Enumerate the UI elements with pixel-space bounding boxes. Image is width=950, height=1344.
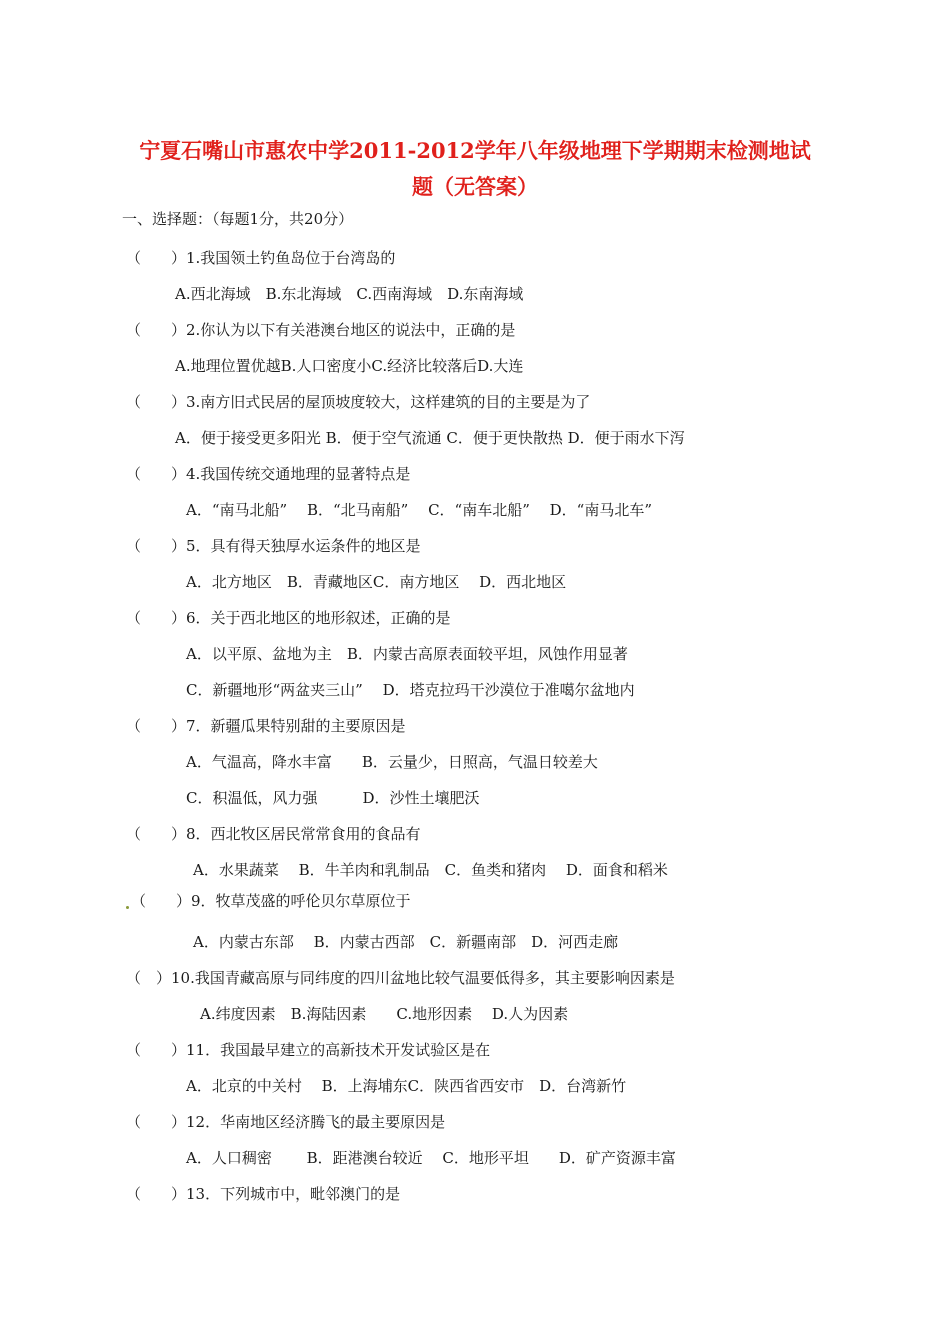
page-title-line1: 宁夏石嘴山市惠农中学2011-2012学年八年级地理下学期期末检测地试 <box>139 138 811 163</box>
question-stem: （ ）9．牧草茂盛的呼伦贝尔草原位于 <box>131 892 411 910</box>
question-stem: （ ）1.我国领土钓鱼岛位于台湾岛的 <box>126 249 396 267</box>
question-stem: （ ）8．西北牧区居民常常食用的食品有 <box>126 825 421 843</box>
question-options: A．水果蔬菜 B．牛羊肉和乳制品 C．鱼类和猪肉 D．面食和稻米 <box>193 861 668 879</box>
question-options: A．北方地区 B．青藏地区C．南方地区 D．西北地区 <box>186 573 567 591</box>
question-stem: （ ）6．关于西北地区的地形叙述，正确的是 <box>126 609 451 627</box>
question-stem: （ ）2.你认为以下有关港澳台地区的说法中，正确的是 <box>126 321 516 339</box>
question-options: A.西北海域 B.东北海域 C.西南海域 D.东南海域 <box>175 285 524 303</box>
question-stem: （ ）12．华南地区经济腾飞的最主要原因是 <box>126 1113 446 1131</box>
question-stem: （ ）4.我国传统交通地理的显著特点是 <box>126 465 411 483</box>
section-heading: 一、选择题：（每题1分，共20分） <box>122 210 354 228</box>
question-options: A．人口稠密 B．距港澳台较近 C．地形平坦 D．矿产资源丰富 <box>186 1149 676 1167</box>
question-options: A．气温高，降水丰富 B．云量少，日照高，气温日较差大 <box>186 753 598 771</box>
page-title-line2: 题（无答案） <box>412 174 538 199</box>
question-options: A.地理位置优越B.人口密度小C.经济比较落后D.大连 <box>175 357 524 375</box>
scan-speck <box>126 906 129 909</box>
question-options: A．北京的中关村 B．上海埔东C．陕西省西安市 D．台湾新竹 <box>186 1077 627 1095</box>
question-options: A．便于接受更多阳光 B．便于空气流通 C．便于更快散热 D．便于雨水下泻 <box>175 429 685 447</box>
question-stem: （ ）5．具有得天独厚水运条件的地区是 <box>126 537 421 555</box>
question-options: A.纬度因素 B.海陆因素 C.地形因素 D.人为因素 <box>200 1005 569 1023</box>
question-options: C．积温低，风力强 D．沙性土壤肥沃 <box>186 789 480 807</box>
question-options: A．“南马北船” B．“北马南船” C．“南车北船” D．“南马北车” <box>186 501 653 519</box>
question-stem: （ ）11．我国最早建立的高新技术开发试验区是在 <box>126 1041 491 1059</box>
question-stem: （ ）7．新疆瓜果特别甜的主要原因是 <box>126 717 406 735</box>
question-stem: （ ）10.我国青藏高原与同纬度的四川盆地比较气温要低得多，其主要影响因素是 <box>126 969 675 987</box>
question-stem: （ ）3.南方旧式民居的屋顶坡度较大，这样建筑的目的主要是为了 <box>126 393 591 411</box>
question-stem: （ ）13．下列城市中，毗邻澳门的是 <box>126 1185 401 1203</box>
question-options: A．内蒙古东部 B．内蒙古西部 C．新疆南部 D．河西走廊 <box>193 933 619 951</box>
question-options: C．新疆地形“两盆夹三山” D．塔克拉玛干沙漠位于准噶尔盆地内 <box>186 681 635 699</box>
question-options: A．以平原、盆地为主 B．内蒙古高原表面较平坦，风蚀作用显著 <box>186 645 628 663</box>
